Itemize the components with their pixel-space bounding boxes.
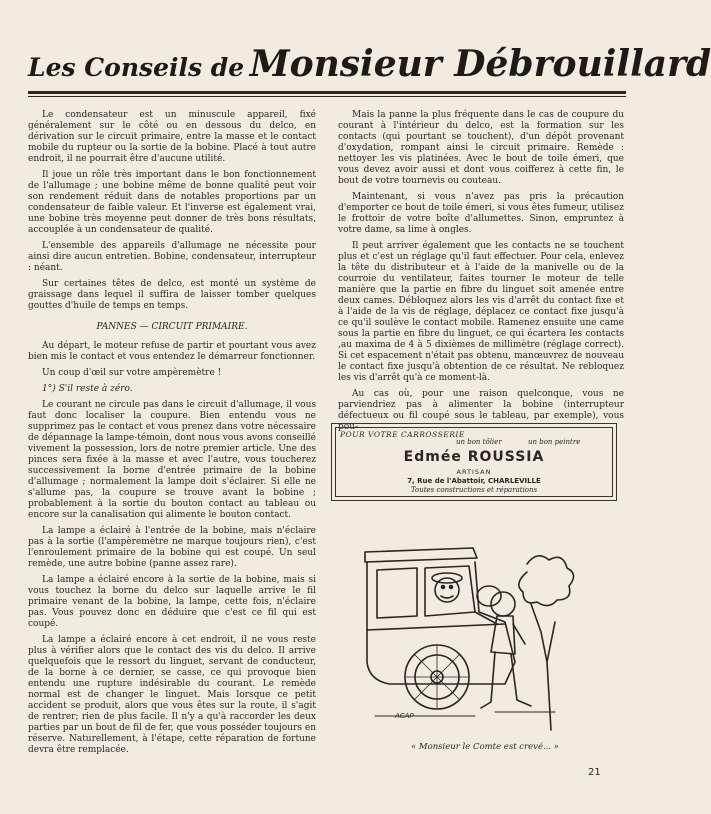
paragraph: La lampe a éclairé encore à cet endroit, il ne vous reste plus à vérifier alors que le contact des vis du delco. Il arrive quelquefois que le ressort du linguet, servant de conducteur, de la borne à ce dernier, se casse, ce qui provoque bien entendu une rupture indésirable du courant. Le remède normal est de changer le linguet. Mais lorsque ce petit accident se produit, alors que vous êtes sur la route, il s'agit de rentrer; rien de plus facile. Il n'y a qu'à raccorder les deux parties par un bout de fil de fer, que vous posséder toujours en réserve. Naturellement, à l'étape, cette réparation de fortune devra être remplacée. [28, 635, 316, 755]
paragraph: La lampe a éclairé encore à la sortie de la bobine, mais si vous touchez la borne du delco sur laquelle arrive le fil primaire venant de la bobine, la lampe, cette fois, n'éclaire pas. Vous pouvez donc en déduire que c'est ce fil qui est coupé. [28, 575, 316, 629]
ad-trade-2: un bon peintre [528, 438, 581, 446]
ad-headline: POUR VOTRE CARROSSERIE [340, 430, 465, 439]
car-roof-rack [365, 548, 477, 562]
chauffeur-cap [477, 586, 501, 606]
ad-address: 7, Rue de l'Abattoir, CHARLEVILLE [407, 477, 541, 485]
paragraph: Sur certaines têtes de delco, est monté un système de graissage dans lequel il suffira de laisser tomber quelques gouttes d'huile de temps en temps. [28, 279, 316, 311]
paragraph: L'ensemble des appareils d'allumage ne nécessite pour ainsi dire aucun entretien. Bobine, condensateur, interrupteur : néant. [28, 241, 316, 273]
artist-signature: ACAP [395, 712, 414, 720]
car-window-rear [377, 568, 417, 618]
illustration-caption: « Monsieur le Comte est crevé... » [410, 742, 560, 752]
section-heading: PANNES — CIRCUIT PRIMAIRE. [96, 322, 248, 332]
ad-trade-label: ARTISAN [456, 468, 492, 476]
paragraph: Un coup d'œil sur votre ampèremètre ! [42, 368, 222, 378]
title-rule-thick [28, 91, 626, 94]
ad-tagline: Toutes constructions et réparations [410, 486, 538, 494]
left-column [28, 110, 316, 761]
paragraph: Il peut arriver également que les contacts ne se touchent plus et c'est un réglage qu'il faut effectuer. Pour cela, enlevez la tête du distributeur et à l'aide de la manivelle ou de la courroie du ventilateur, faites tourner le moteur de telle manière que la partie en fibre du linguet soit amenée entre deux cames. Débloquez alors les vis d'arrêt du contact fixe et à l'aide de la vis de réglage, déplacez ce contact fixe jusqu'à ce qu'il soulève le contact mobile. Ramenez ensuite une came sous la partie en fibre du linguet, ce qui écartera les contacts ,au maxima de 4 à 5 dixièmes de millimètre (réglage correct). Si cet espacement n'était pas obtenu, manœuvrez de nouveau le contact fixe jusqu'à obtention de ce résultat. Ne rebloquez les vis d'arrêt qu'à ce moment-là. [338, 241, 624, 383]
paragraph: Au cas où, pour une raison quelconque, vous ne parviendriez pas à alimenter la bobine (interrupteur défectueux ou fil coupé sous le tableau, par exemple), vous pou- [338, 389, 624, 432]
page-number: 21 [588, 767, 601, 778]
ad-business-name: Edmée ROUSSIA [403, 449, 545, 465]
advertisement-box [331, 423, 617, 501]
subheading: 1°) S'il reste à zéro. [42, 384, 133, 394]
paragraph: La lampe a éclairé à l'entrée de la bobine, mais n'éclaire pas à la sortie (l'ampèremètre ne marque toujours rien), c'est l'enroulement primaire de la bobine qui est coupé. Un seul remède, une autre bobine (panne assez rare). [28, 526, 316, 569]
page-title [28, 40, 711, 88]
right-column [338, 110, 624, 438]
paragraph: Maintenant, si vous n'avez pas pris la précaution d'emporter ce bout de toile émeri, si vous êtes fumeur, utilisez le frottoir de votre boîte d'allumettes. Sinon, empruntez à votre dame, sa lime à ongles. [338, 192, 624, 235]
ad-trade-1: un bon tôlier [456, 438, 502, 446]
tree-foliage [519, 556, 574, 606]
car-belt-line [367, 624, 505, 630]
paragraph: Il joue un rôle très important dans le bon fonctionnement de l'allumage ; une bobine même de bonne qualité peut voir son rendement réduit dans de notables proportions par un condensateur de faible valeur. Et l'inverse est également vrai, une bobine très moyenne peut donner de très bons résultats, accouplée à un condensateur de qualité. [28, 170, 316, 235]
cartoon-car-illustration [355, 512, 580, 730]
title-main: Monsieur Débrouillard [249, 43, 711, 85]
paragraph: Le courant ne circule pas dans le circuit d'allumage, il vous faut donc localiser la coupure. Bien entendu vous ne supprimez pas le contact et vous prenez dans votre nécessaire de dépannage la lampe-témoin, dont nous vous avons conseillé vivement la possession, lors de notre premier article. Une des pinces sera fixée à la masse et avec l'autre, vous toucherez successivement la borne d'entrée primaire de la bobine d'allumage ; normalement la lampe doit s'éclairer. Si elle ne s'allume pas, la coupure se trouve avant la bobine ; probablement à la sortie du bouton contact au tableau ou encore sur la canalisation qui alimente le bouton contact. [28, 400, 316, 520]
title-rule-thin [28, 96, 626, 97]
title-prefix: Les Conseils de [28, 53, 245, 82]
paragraph: Le condensateur est un minuscule appareil, fixé généralement sur le côté ou en dessous du delco, en dérivation sur le circuit primaire, entre la masse et le contact mobile du rupteur ou la sortie de la bobine. Placé à tout autre endroit, il ne pourrait être d'aucune utilité. [28, 110, 316, 164]
paragraph: Mais la panne la plus fréquente dans le cas de coupure du courant à l'intérieur du delco, est la formation sur les contacts (qui pourtant se touchent), d'un dépôt provenant d'oxydation, rompant ainsi le circuit primaire. Remède : nettoyer les vis platinées. Avec le bout de toile émeri, que vous devez avoir aussi et dont vous coifferez à cette fin, le bout de votre tournevis ou couteau. [338, 110, 624, 186]
paragraph: Au départ, le moteur refuse de partir et pourtant vous avez bien mis le contact et vous entendez le démarreur fonctionner. [28, 341, 316, 362]
tree-trunk [531, 604, 555, 730]
